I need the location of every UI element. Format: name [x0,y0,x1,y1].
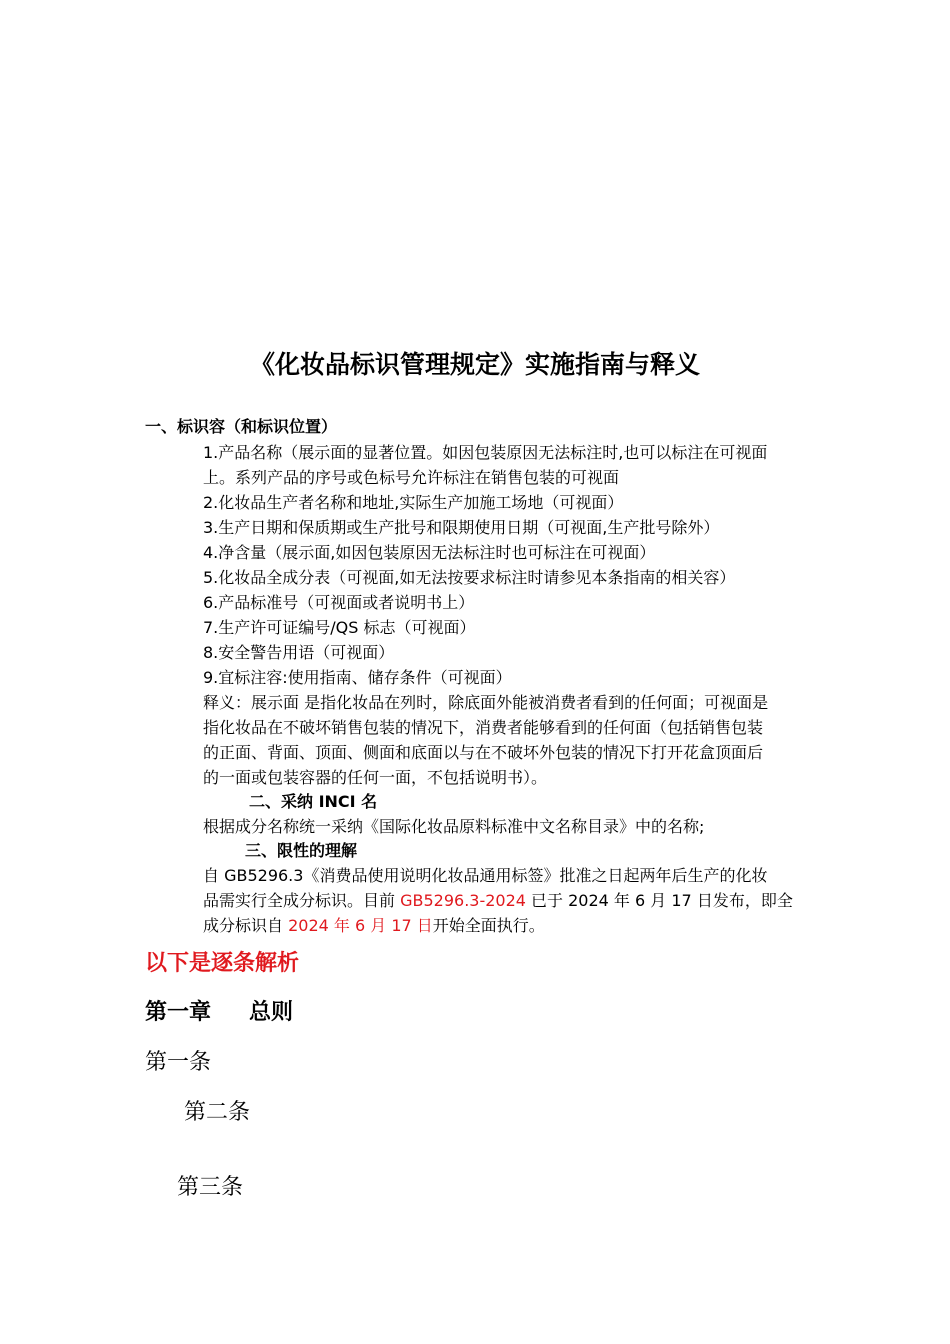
section-3-line-2 [203,888,793,911]
section-2-text: 根据成分名称统一采纳《国际化妆品原料标准中文名称目录》中的名称; [203,817,705,836]
section-3-line-3-prefix: 成分标识自 [203,916,289,935]
list-item: 2.化妆品生产者名称和地址,实际生产加施工场地（可视面） [203,493,624,512]
section-3-line-3-suffix: 开始全面执行。 [432,916,545,935]
document-title: 《化妆品标识管理规定》实施指南与释义 [249,350,700,379]
article-heading: 第三条 [177,1175,244,1200]
section-1-heading: 一、标识容（和标识位置） [145,417,338,436]
list-item: 8.安全警告用语（可视面） [203,643,395,662]
list-item: 3.生产日期和保质期或生产批号和限期使用日期（可视面,生产批号除外） [203,518,720,537]
list-item: 6.产品标准号（可视面或者说明书上） [203,593,475,612]
list-item: 7.生产许可证编号/QS 标志（可视面） [203,618,476,637]
section-3-heading: 三、限性的理解 [245,841,358,860]
section-2-heading: 二、采纳 INCI 名 [249,792,378,811]
explanation-line: 指化妆品在不破坏销售包装的情况下，消费者能够看到的任何面（包括销售包装 [203,718,764,737]
date-highlight: 2024 年 6 月 17 日 [288,916,433,935]
list-item: 1.产品名称（展示面的显著位置。如因包装原因无法标注时,也可以标注在可视面 [203,443,768,462]
section-3-line-3 [203,913,545,936]
chapter-heading [145,995,293,1026]
article-heading: 第一条 [145,1050,212,1075]
list-item: 5.化妆品全成分表（可视面,如无法按要求标注时请参见本条指南的相关容） [203,568,736,587]
list-item: 上。系列产品的序号或色标号允许标注在销售包装的可视面 [203,468,620,487]
list-item: 9.宜标注容:使用指南、储存条件（可视面） [203,668,512,687]
article-heading: 第二条 [184,1100,251,1125]
section-3-line-2-suffix: 已于 2024 年 6 月 17 日发布，即全 [525,891,793,910]
analysis-heading: 以下是逐条解析 [145,951,300,976]
explanation-line: 释义：展示面 是指化妆品在列时，除底面外能被消费者看到的任何面；可视面是 [203,693,769,712]
chapter-number: 第一章 [145,1000,212,1025]
section-3-line-2-prefix: 品需实行全成分标识。目前 [203,891,401,910]
explanation-line: 的正面、背面、顶面、侧面和底面以与在不破坏外包装的情况下打开花盒顶面后 [203,743,764,762]
list-item: 4.净含量（展示面,如因包装原因无法标注时也可标注在可视面） [203,543,656,562]
section-3-line-1: 自 GB5296.3《消费品使用说明化妆品通用标签》批准之日起两年后生产的化妆 [203,866,768,885]
chapter-name: 总则 [249,1000,294,1025]
explanation-line: 的一面或包装容器的任何一面，不包括说明书）。 [203,768,548,787]
standard-code-highlight: GB5296.3-2024 [400,891,526,910]
